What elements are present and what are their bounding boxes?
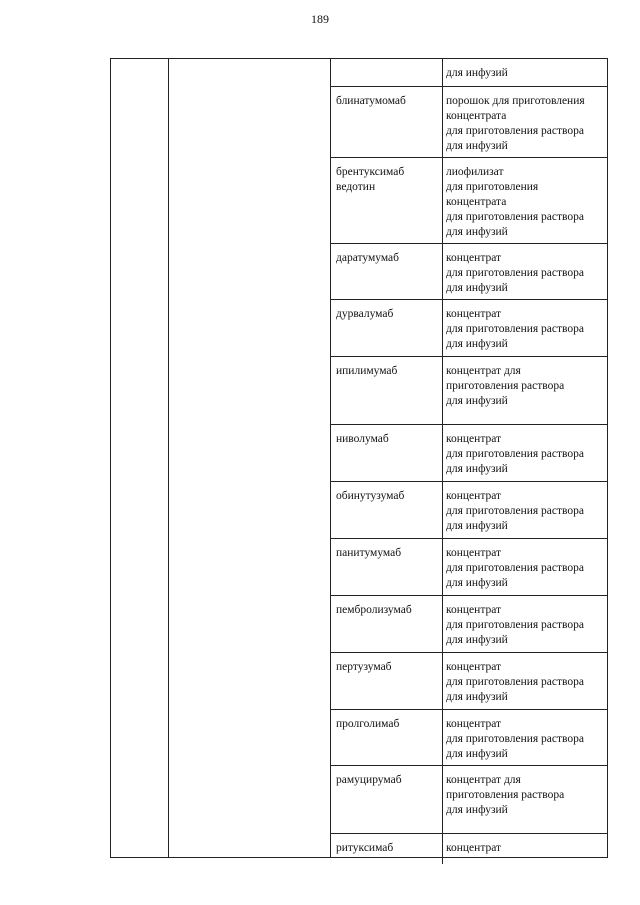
- dosage-form: концентрат для приготовления раствора для инфузий: [446, 365, 565, 407]
- table-row: [331, 539, 608, 596]
- table-row: [331, 834, 608, 864]
- drug-name: пембролизумаб: [336, 604, 412, 616]
- table-row: [331, 244, 608, 300]
- cell-divider: [442, 834, 443, 864]
- drug-name: панитумумаб: [336, 547, 402, 559]
- dosage-form: концентрат для приготовления раствора для инфузий: [446, 661, 584, 703]
- dosage-form: концентрат для приготовления раствора для инфузий: [446, 718, 584, 760]
- cell-divider: [442, 300, 443, 356]
- dosage-form: концентрат для приготовления раствора для инфузий: [446, 308, 584, 350]
- cell-divider: [442, 357, 443, 424]
- dosage-form: для инфузий: [446, 67, 508, 79]
- drug-name: дурвалумаб: [336, 308, 394, 320]
- table-rows: [331, 59, 608, 864]
- drug-name: брентуксимаб ведотин: [336, 166, 405, 193]
- table-row: [331, 59, 608, 87]
- drug-table: [110, 58, 608, 858]
- cell-divider: [442, 59, 443, 86]
- table-row: [331, 300, 608, 357]
- cell-divider: [442, 244, 443, 299]
- column-divider-1: [168, 59, 169, 857]
- drug-name: пролголимаб: [336, 718, 400, 730]
- table-row: [331, 766, 608, 834]
- drug-name: обинутузумаб: [336, 490, 405, 502]
- drug-name: ипилимумаб: [336, 365, 398, 377]
- drug-name: ритуксимаб: [336, 842, 394, 854]
- cell-divider: [442, 596, 443, 652]
- table-row: [331, 87, 608, 158]
- page-number: 189: [311, 12, 329, 26]
- drug-name: рамуцирумаб: [336, 774, 402, 786]
- drug-name: даратумумаб: [336, 252, 400, 264]
- table-row: [331, 357, 608, 425]
- dosage-form: лиофилизат для приготовления концентрата для приготовления раствора для инфузий: [446, 166, 584, 238]
- table-row: [331, 653, 608, 710]
- dosage-form: концентрат для приготовления раствора для инфузий: [446, 252, 584, 294]
- cell-divider: [442, 482, 443, 538]
- cell-divider: [442, 87, 443, 157]
- table-row: [331, 482, 608, 539]
- cell-divider: [442, 425, 443, 481]
- drug-name: блинатумомаб: [336, 95, 406, 107]
- table-row: [331, 425, 608, 482]
- dosage-form: концентрат для приготовления раствора для инфузий: [446, 774, 565, 816]
- dosage-form: порошок для приготовления концентрата для приготовления раствора для инфузий: [446, 95, 585, 152]
- table-row: [331, 158, 608, 244]
- cell-divider: [442, 710, 443, 765]
- dosage-form: концентрат для приготовления раствора для инфузий: [446, 433, 584, 475]
- cell-divider: [442, 766, 443, 833]
- cell-divider: [442, 653, 443, 709]
- cell-divider: [442, 539, 443, 595]
- dosage-form: концентрат для приготовления раствора для инфузий: [446, 490, 584, 532]
- table-row: [331, 596, 608, 653]
- table-row: [331, 710, 608, 766]
- dosage-form: концентрат для приготовления раствора для инфузий: [446, 604, 584, 646]
- drug-name: ниволумаб: [336, 433, 389, 445]
- dosage-form: концентрат: [446, 842, 502, 854]
- dosage-form: концентрат для приготовления раствора для инфузий: [446, 547, 584, 589]
- drug-name: пертузумаб: [336, 661, 392, 673]
- cell-divider: [442, 158, 443, 243]
